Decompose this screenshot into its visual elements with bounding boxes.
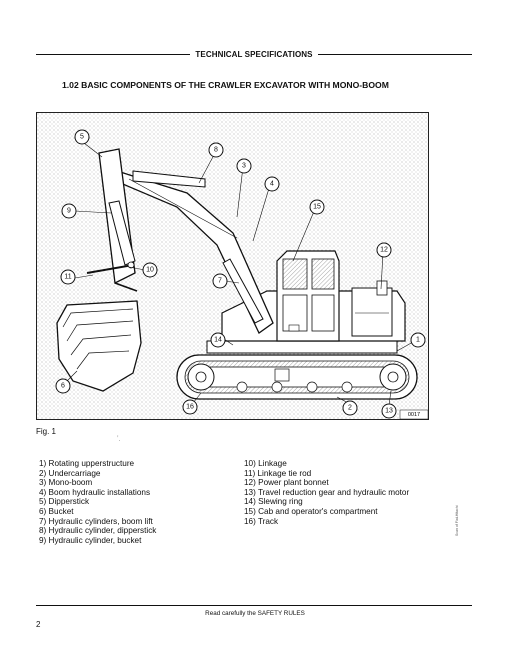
svg-text:15: 15: [313, 203, 321, 211]
svg-text:13: 13: [385, 407, 393, 415]
header-title: TECHNICAL SPECIFICATIONS: [195, 49, 313, 59]
footer-rule: [36, 605, 472, 606]
slewing-ring: [207, 341, 397, 353]
callout-7: [213, 274, 227, 288]
callout-13: [382, 404, 396, 418]
svg-text:14: 14: [214, 336, 222, 344]
list-item: 9) Hydraulic cylinder, bucket: [39, 535, 142, 545]
svg-text:9: 9: [67, 207, 71, 215]
list-item: 2) Undercarriage: [39, 468, 101, 478]
svg-text:12: 12: [380, 246, 388, 254]
callout-2: [343, 401, 357, 415]
callout-9: [62, 204, 76, 218]
page-number: 2: [36, 620, 41, 629]
list-item: 13) Travel reduction gear and hydraulic motor: [244, 487, 410, 497]
list-item: 4) Boom hydraulic installations: [39, 487, 151, 497]
svg-text:8: 8: [214, 146, 218, 154]
svg-text:3: 3: [242, 162, 246, 170]
svg-text:5: 5: [80, 133, 84, 141]
stray-mark: ʼ.: [117, 436, 121, 443]
svg-text:7: 7: [218, 277, 222, 285]
callout-6: [56, 379, 70, 393]
callout-14: [211, 333, 225, 347]
header-rule-left: [36, 54, 190, 55]
list-item: 5) Dipperstick: [39, 497, 90, 507]
component-list-left: [39, 459, 156, 545]
footer-text: Read carefully the SAFETY RULES: [205, 610, 305, 617]
list-item: 10) Linkage: [244, 459, 287, 468]
image-code: 0017: [407, 412, 421, 418]
cab-group: [277, 251, 339, 341]
callout-5: [75, 130, 89, 144]
section-title: 1.02 BASIC COMPONENTS OF THE CRAWLER EXCAVATOR WITH MONO-BOOM: [62, 80, 389, 90]
list-item: 12) Power plant bonnet: [244, 478, 329, 488]
callout-16: [183, 400, 197, 414]
svg-text:2: 2: [348, 404, 352, 412]
list-item: 1) Rotating upperstructure: [39, 459, 135, 468]
list-item: 15) Cab and operator's compartment: [244, 506, 378, 516]
figure-caption: Fig. 1: [36, 427, 57, 436]
callout-12: [377, 243, 391, 257]
list-item: 11) Linkage tie rod: [244, 468, 312, 478]
side-note: Scan of Fiat-Hitachi: [455, 505, 459, 536]
callout-1: [411, 333, 425, 347]
callout-3: [237, 159, 251, 173]
callout-8: [209, 143, 223, 157]
list-item: 16) Track: [244, 516, 279, 526]
component-list-right: [244, 459, 409, 526]
svg-text:16: 16: [186, 403, 194, 411]
svg-text:4: 4: [270, 180, 274, 188]
svg-text:1: 1: [416, 336, 420, 344]
list-item: 8) Hydraulic cylinder, dipperstick: [39, 526, 157, 536]
list-item: 7) Hydraulic cylinders, boom lift: [39, 516, 153, 526]
excavator-drawing: [37, 113, 429, 420]
svg-text:6: 6: [61, 382, 65, 390]
excavator-illustration: [36, 112, 429, 420]
svg-text:10: 10: [146, 266, 154, 274]
list-item: 14) Slewing ring: [244, 497, 303, 507]
header-rule-right: [318, 54, 472, 55]
track-group: [177, 355, 417, 399]
callout-10: [143, 263, 157, 277]
callout-11: [61, 270, 75, 284]
section-header: [36, 47, 472, 61]
callout-4: [265, 177, 279, 191]
list-item: 3) Mono-boom: [39, 478, 93, 488]
svg-text:11: 11: [64, 273, 72, 281]
callout-15: [310, 200, 324, 214]
list-item: 6) Bucket: [39, 506, 74, 516]
